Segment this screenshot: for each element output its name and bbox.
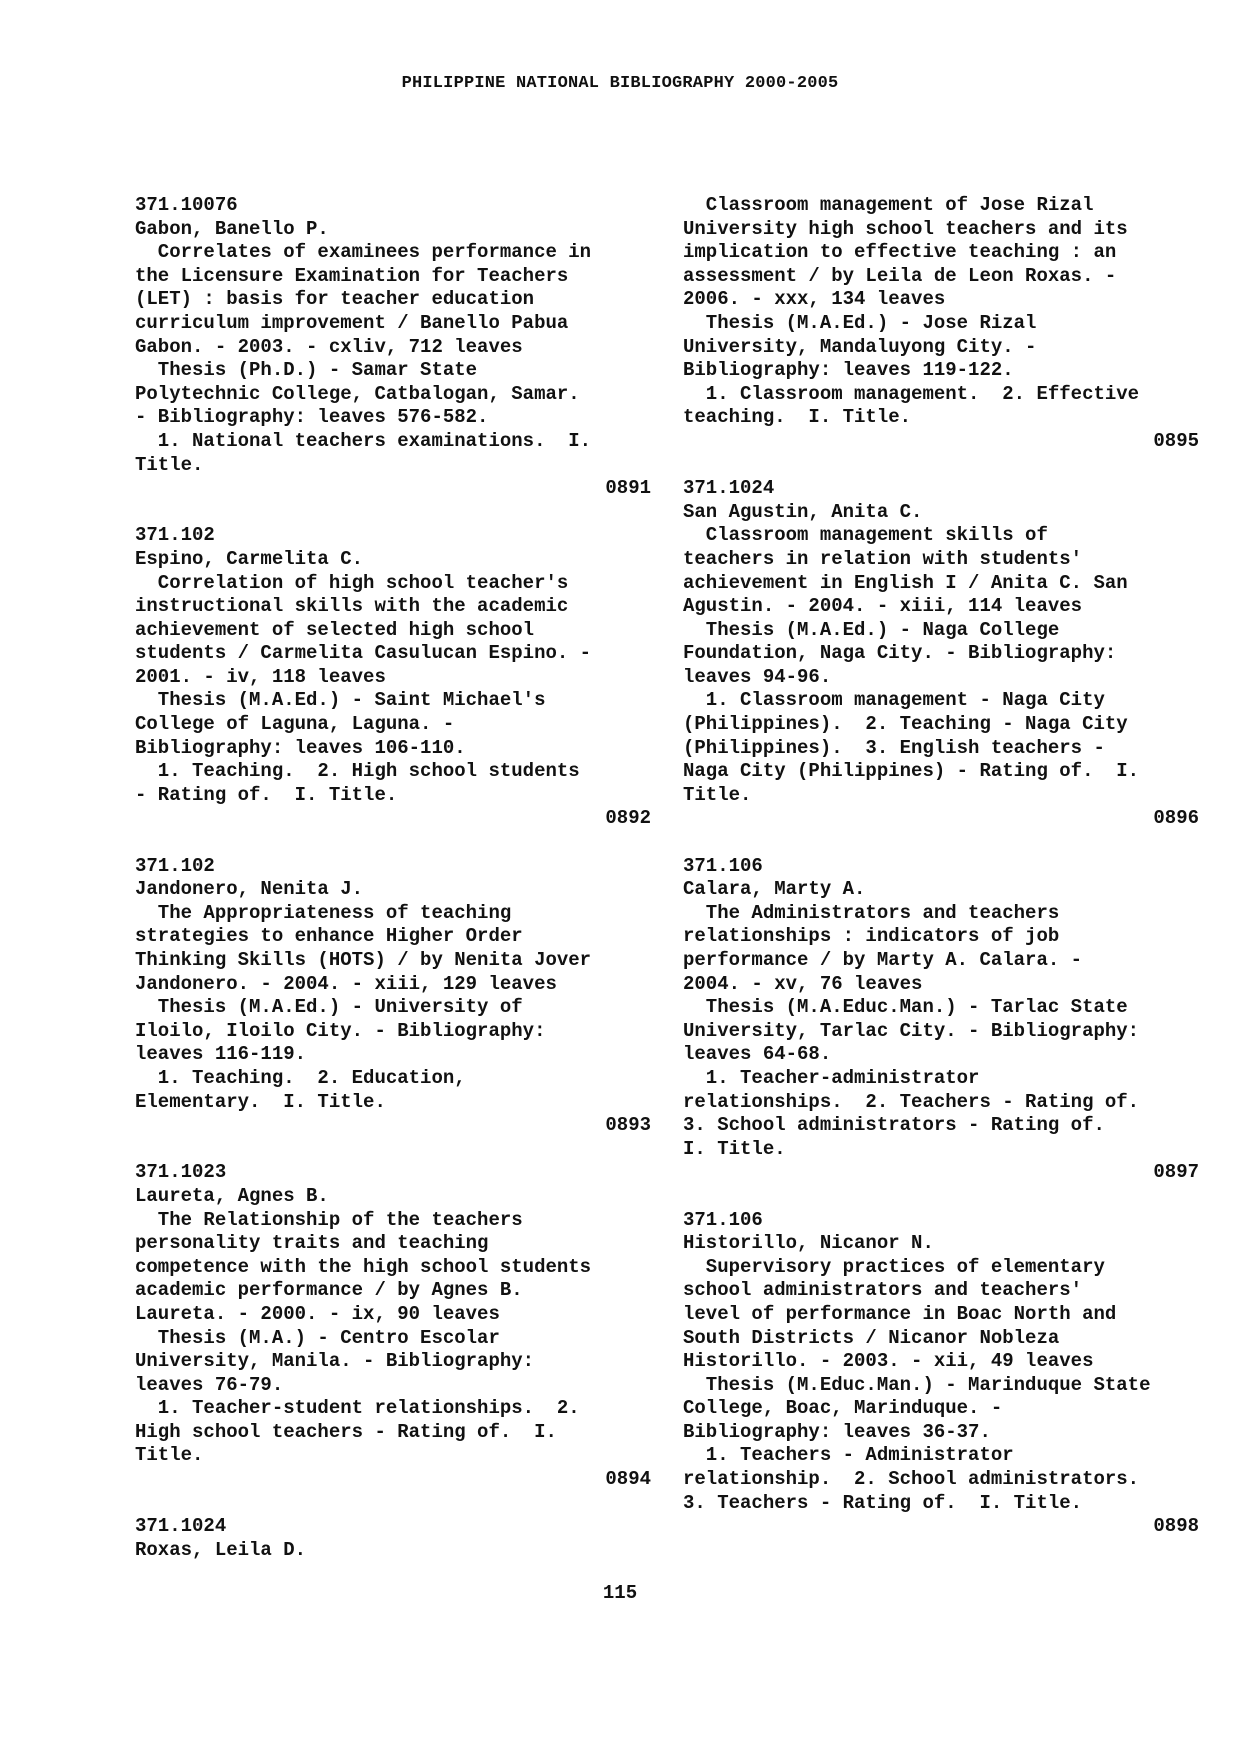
entry-line: I. Title. <box>683 1137 786 1160</box>
entry-line: 1. Classroom management. 2. Effective <box>683 382 1140 405</box>
entry-line: Agustin. - 2004. - xiii, 114 leaves <box>683 595 1083 618</box>
entry-line: curriculum improvement / Banello Pabua <box>135 311 569 334</box>
entry-line: 371.10076 <box>135 194 238 216</box>
entry-line: 1. National teachers examinations. I. <box>135 429 592 452</box>
entry-line: Thesis (M.A.) - Centro Escolar <box>135 1326 500 1349</box>
entry-line: 371.1024 <box>683 477 775 500</box>
entry-number: 0897 <box>1153 1161 1199 1184</box>
bibliography-entry <box>135 855 655 1138</box>
entry-line: 1. Teaching. 2. High school students <box>135 760 580 783</box>
entry-line: Supervisory practices of elementary <box>683 1255 1105 1278</box>
entry-line: South Districts / Nicanor Nobleza <box>683 1326 1060 1349</box>
bibliography-entry <box>683 855 1203 1185</box>
entry-line: Thesis (M.A.Ed.) - University of <box>135 996 523 1019</box>
entry-line: assessment / by Leila de Leon Roxas. - <box>683 264 1117 287</box>
entry-line: College of Laguna, Laguna. - <box>135 713 455 736</box>
entry-line: leaves 116-119. <box>135 1043 307 1066</box>
entry-number: 0896 <box>1153 807 1199 830</box>
entry-line: 2006. - xxx, 134 leaves <box>683 288 946 311</box>
entry-line: University high school teachers and its <box>683 217 1128 240</box>
entry-line: Classroom management skills of <box>683 524 1048 547</box>
entry-line: High school teachers - Rating of. I. <box>135 1420 557 1443</box>
entry-line: competence with the high school students <box>135 1255 592 1278</box>
entry-line: San Agustin, Anita C. <box>683 500 923 523</box>
entry-line: 371.102 <box>135 524 215 547</box>
entry-line: Historillo. - 2003. - xii, 49 leaves <box>683 1350 1094 1373</box>
entry-line: Thesis (M.A.Ed.) - Jose Rizal <box>683 311 1037 334</box>
entry-line: Elementary. I. Title. <box>135 1090 386 1113</box>
entry-line: Laureta, Agnes B. <box>135 1184 329 1207</box>
entry-line: Iloilo, Iloilo City. - Bibliography: <box>135 1019 546 1042</box>
entry-line: Laureta. - 2000. - ix, 90 leaves <box>135 1302 500 1325</box>
entry-line: Thesis (M.A.Ed.) - Saint Michael's <box>135 689 546 712</box>
entry-line: Polytechnic College, Catbalogan, Samar. <box>135 382 580 405</box>
entry-number: 0895 <box>1153 429 1199 452</box>
entry-line: implication to effective teaching : an <box>683 241 1117 264</box>
bibliography-entry <box>683 477 1203 831</box>
entry-line: Bibliography: leaves 119-122. <box>683 359 1014 382</box>
bibliography-entry <box>683 194 1203 454</box>
entry-number: 0891 <box>605 477 651 500</box>
page-number: 115 <box>602 1582 638 1604</box>
entry-line: relationships. 2. Teachers - Rating of. <box>683 1090 1140 1113</box>
bibliography-entry <box>135 1515 655 1562</box>
entry-line: Roxas, Leila D. <box>135 1538 307 1561</box>
entry-line: students / Carmelita Casulucan Espino. - <box>135 642 592 665</box>
entry-line: Espino, Carmelita C. <box>135 547 364 570</box>
entry-line: Title. <box>135 1444 204 1467</box>
entry-line: Calara, Marty A. <box>683 878 866 901</box>
entry-line: Title. <box>683 783 752 806</box>
entry-line: 371.1023 <box>135 1161 227 1184</box>
entry-line: Classroom management of Jose Rizal <box>683 194 1094 216</box>
bibliography-entry <box>683 1209 1203 1539</box>
bibliography-entry <box>135 1161 655 1491</box>
entry-line: (Philippines). 2. Teaching - Naga City <box>683 713 1128 736</box>
entry-line: Correlation of high school teacher's <box>135 571 569 594</box>
left-column <box>135 194 655 1562</box>
entry-line: 3. School administrators - Rating of. <box>683 1114 1105 1137</box>
entry-line: Bibliography: leaves 36-37. <box>683 1420 991 1443</box>
entry-line: 2004. - xv, 76 leaves <box>683 972 923 995</box>
entry-line: Jandonero, Nenita J. <box>135 878 364 901</box>
entry-line: (LET) : basis for teacher education <box>135 288 535 311</box>
entry-line: 1. Teacher-student relationships. 2. <box>135 1397 580 1420</box>
running-head: PHILIPPINE NATIONAL BIBLIOGRAPHY 2000-2005 <box>401 74 839 93</box>
entry-line: achievement of selected high school <box>135 618 535 641</box>
entry-line: Historillo, Nicanor N. <box>683 1232 934 1255</box>
entry-line: Thesis (Ph.D.) - Samar State <box>135 359 478 382</box>
entry-line: 1. Teacher-administrator <box>683 1066 980 1089</box>
entry-line: 371.106 <box>683 1208 763 1231</box>
entry-line: The Appropriateness of teaching <box>135 901 512 924</box>
entry-line: College, Boac, Marinduque. - <box>683 1397 1003 1420</box>
bibliography-entry <box>135 194 655 501</box>
entry-line: Gabon, Banello P. <box>135 217 329 240</box>
entry-line: strategies to enhance Higher Order <box>135 925 523 948</box>
entry-line: Thesis (M.A.Ed.) - Naga College <box>683 618 1060 641</box>
entry-line: teaching. I. Title. <box>683 406 912 429</box>
entry-number: 0893 <box>605 1114 651 1137</box>
entry-line: school administrators and teachers' <box>683 1279 1083 1302</box>
entry-line: instructional skills with the academic <box>135 595 569 618</box>
entry-line: leaves 94-96. <box>683 665 832 688</box>
entry-line: 1. Teachers - Administrator <box>683 1444 1014 1467</box>
entry-line: The Administrators and teachers <box>683 901 1060 924</box>
entry-line: academic performance / by Agnes B. <box>135 1279 523 1302</box>
right-column <box>683 194 1203 1562</box>
entry-line: Gabon. - 2003. - cxliv, 712 leaves <box>135 335 523 358</box>
entry-line: - Bibliography: leaves 576-582. <box>135 406 489 429</box>
entry-line: 3. Teachers - Rating of. I. Title. <box>683 1491 1083 1514</box>
entry-line: level of performance in Boac North and <box>683 1302 1117 1325</box>
entry-number: 0894 <box>605 1468 651 1491</box>
entry-line: Title. <box>135 453 204 476</box>
entry-line: Foundation, Naga City. - Bibliography: <box>683 642 1117 665</box>
entry-line: The Relationship of the teachers <box>135 1208 523 1231</box>
entry-line: leaves 64-68. <box>683 1043 832 1066</box>
entry-line: Naga City (Philippines) - Rating of. I. <box>683 760 1140 783</box>
entry-line: Thesis (M.Educ.Man.) - Marinduque State <box>683 1373 1151 1396</box>
entry-number: 0892 <box>605 807 651 830</box>
entry-line: 1. Teaching. 2. Education, <box>135 1066 466 1089</box>
entry-line: relationship. 2. School administrators. <box>683 1468 1140 1491</box>
entry-line: performance / by Marty A. Calara. - <box>683 949 1083 971</box>
entry-line: Jandonero. - 2004. - xiii, 129 leaves <box>135 972 557 995</box>
entry-line: 371.1024 <box>135 1515 227 1538</box>
entry-line: 2001. - iv, 118 leaves <box>135 665 386 688</box>
entry-line: Correlates of examinees performance in <box>135 241 592 264</box>
entry-line: achievement in English I / Anita C. San <box>683 571 1128 594</box>
entry-line: 371.106 <box>683 854 763 877</box>
entry-line: Thinking Skills (HOTS) / by Nenita Jover <box>135 949 592 971</box>
entry-line: 371.102 <box>135 854 215 877</box>
entry-line: Bibliography: leaves 106-110. <box>135 736 466 759</box>
bibliography-entry <box>135 524 655 831</box>
entry-line: University, Tarlac City. - Bibliography: <box>683 1019 1140 1042</box>
entry-line: relationships : indicators of job <box>683 925 1060 948</box>
entry-line: the Licensure Examination for Teachers <box>135 264 569 287</box>
entry-line: 1. Classroom management - Naga City <box>683 689 1105 712</box>
entry-line: personality traits and teaching <box>135 1232 489 1255</box>
entry-line: University, Manila. - Bibliography: <box>135 1350 535 1373</box>
entry-line: Thesis (M.A.Educ.Man.) - Tarlac State <box>683 996 1128 1019</box>
entry-line: University, Mandaluyong City. - <box>683 335 1037 358</box>
entry-line: - Rating of. I. Title. <box>135 783 398 806</box>
entry-line: teachers in relation with students' <box>683 547 1083 570</box>
entry-number: 0898 <box>1153 1515 1199 1538</box>
entry-line: (Philippines). 3. English teachers - <box>683 736 1105 759</box>
entry-line: leaves 76-79. <box>135 1373 284 1396</box>
